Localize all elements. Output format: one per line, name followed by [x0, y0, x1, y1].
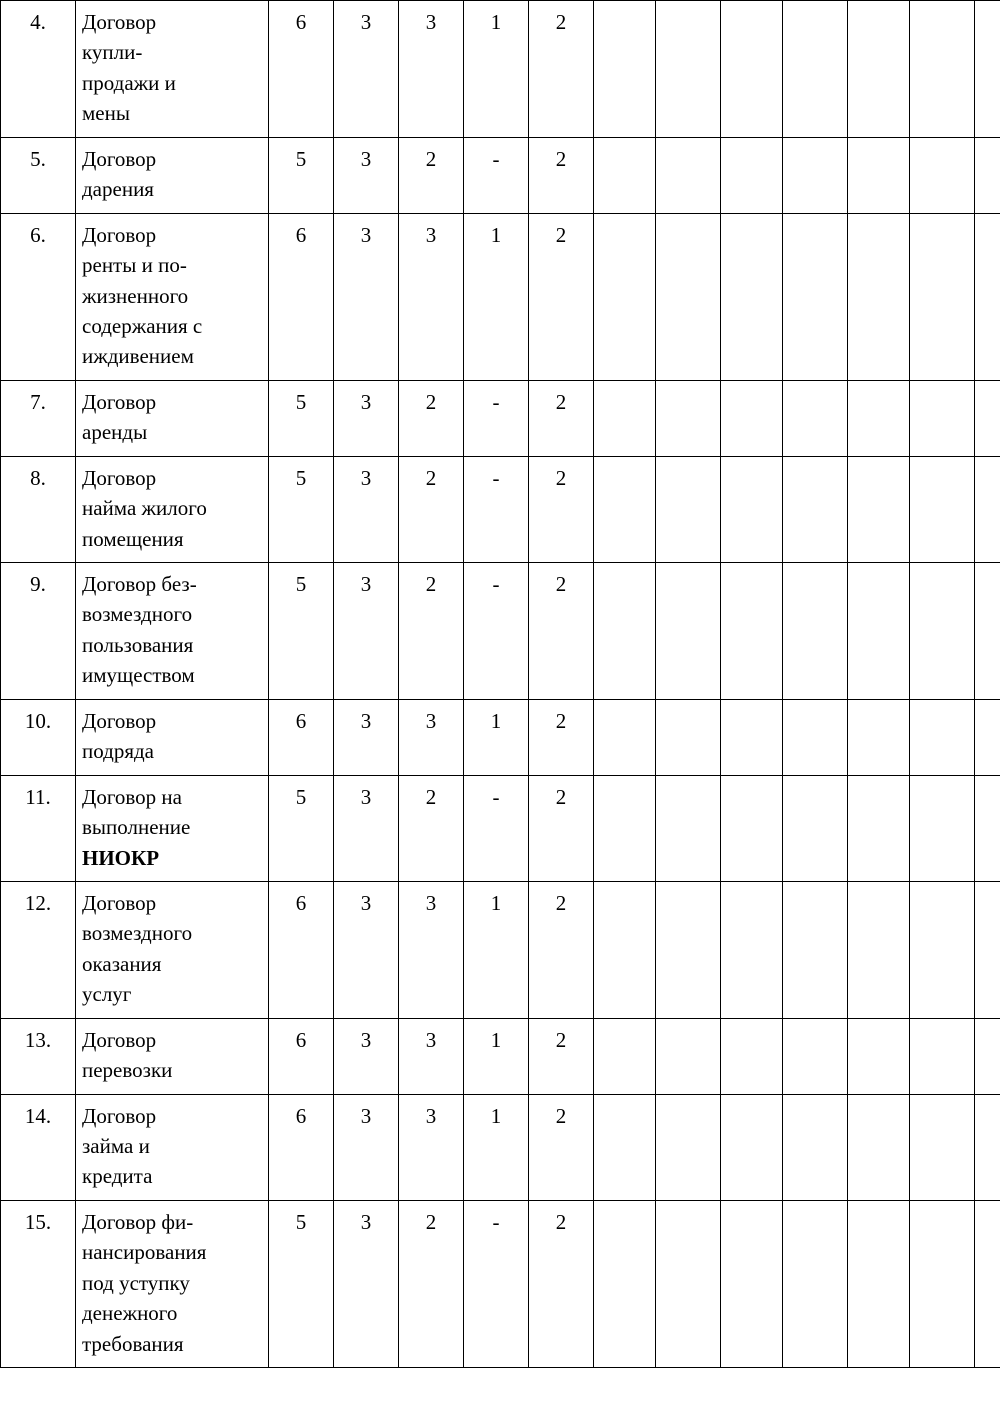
hours-value: 5	[269, 380, 334, 456]
contract-name-line: займа и	[82, 1134, 150, 1158]
hours-value: 2	[399, 775, 464, 881]
empty-cell	[721, 456, 783, 562]
hours-value: 5	[269, 1200, 334, 1367]
hours-value: 3	[334, 456, 399, 562]
contract-name	[76, 1094, 269, 1200]
hours-value: 3	[399, 699, 464, 775]
empty-cell	[594, 1200, 656, 1367]
empty-cell	[975, 1, 1000, 138]
hours-value: 3	[399, 881, 464, 1018]
empty-cell	[721, 137, 783, 213]
row-number: 10.	[1, 699, 76, 775]
hours-value: 3	[334, 775, 399, 881]
contract-name	[76, 456, 269, 562]
hours-value: 1	[464, 1094, 529, 1200]
empty-cell	[721, 775, 783, 881]
contract-name-line: возмездного	[82, 602, 193, 627]
empty-cell	[848, 380, 910, 456]
contract-name-line: оказания	[82, 951, 162, 976]
contract-name	[76, 137, 269, 213]
contract-name	[76, 775, 269, 881]
row-number: 12.	[1, 881, 76, 1018]
contract-name-line: Договор без-	[82, 572, 197, 596]
empty-cell	[848, 1018, 910, 1094]
hours-value: 3	[334, 881, 399, 1018]
empty-cell	[910, 137, 975, 213]
contract-name-line: услуг	[82, 982, 132, 1007]
hours-value: 2	[529, 456, 594, 562]
hours-value: 3	[334, 1018, 399, 1094]
row-number: 5.	[1, 137, 76, 213]
empty-cell	[848, 213, 910, 380]
contract-name-line: Договор	[82, 708, 157, 733]
hours-value: 5	[269, 137, 334, 213]
hours-value: -	[464, 380, 529, 456]
empty-cell	[975, 699, 1000, 775]
hours-value: 6	[269, 699, 334, 775]
hours-value: 2	[529, 1094, 594, 1200]
hours-value: -	[464, 456, 529, 562]
contract-name-line: нансирования	[82, 1240, 207, 1265]
empty-cell	[721, 1, 783, 138]
contract-name-line: дарения	[82, 177, 154, 202]
empty-cell	[910, 1094, 975, 1200]
table-row	[1, 456, 1000, 562]
empty-cell	[783, 775, 848, 881]
empty-cell	[656, 1018, 721, 1094]
empty-cell	[848, 456, 910, 562]
empty-cell	[975, 380, 1000, 456]
hours-value: -	[464, 775, 529, 881]
empty-cell	[594, 380, 656, 456]
contract-name-line: имуществом	[82, 663, 195, 688]
row-number: 14.	[1, 1094, 76, 1200]
empty-cell	[656, 380, 721, 456]
empty-cell	[656, 881, 721, 1018]
contract-name-line: Договор	[82, 890, 157, 915]
hours-value: 2	[399, 456, 464, 562]
empty-cell	[910, 456, 975, 562]
contract-name-line: перевозки	[82, 1058, 173, 1083]
hours-value: 6	[269, 213, 334, 380]
hours-value: 1	[464, 699, 529, 775]
hours-value: 3	[399, 1018, 464, 1094]
empty-cell	[848, 699, 910, 775]
empty-cell	[656, 699, 721, 775]
row-number: 7.	[1, 380, 76, 456]
empty-cell	[910, 213, 975, 380]
table-row	[1, 563, 1000, 700]
table-row	[1, 1018, 1000, 1094]
hours-value: 5	[269, 775, 334, 881]
contract-name	[76, 1200, 269, 1367]
hours-value: 2	[529, 1018, 594, 1094]
empty-cell	[975, 881, 1000, 1018]
contract-name	[76, 563, 269, 700]
hours-value: 2	[399, 380, 464, 456]
table-row	[1, 380, 1000, 456]
hours-value: 2	[529, 213, 594, 380]
empty-cell	[656, 213, 721, 380]
hours-value: 6	[269, 1, 334, 138]
empty-cell	[721, 213, 783, 380]
table-row	[1, 1094, 1000, 1200]
hours-value: -	[464, 1200, 529, 1367]
table-row	[1, 1, 1000, 138]
empty-cell	[656, 775, 721, 881]
contract-name-line: Договор	[82, 222, 157, 247]
contract-name	[76, 380, 269, 456]
contract-name-line: содержания с	[82, 313, 203, 338]
row-number: 13.	[1, 1018, 76, 1094]
contract-name	[76, 699, 269, 775]
hours-value: 1	[464, 213, 529, 380]
hours-value: -	[464, 563, 529, 700]
empty-cell	[656, 1, 721, 138]
table-row	[1, 775, 1000, 881]
table-row	[1, 137, 1000, 213]
contract-name	[76, 881, 269, 1018]
empty-cell	[910, 1200, 975, 1367]
table-row	[1, 1200, 1000, 1367]
hours-value: 2	[529, 699, 594, 775]
hours-value: 2	[529, 1200, 594, 1367]
empty-cell	[975, 1200, 1000, 1367]
empty-cell	[783, 881, 848, 1018]
hours-value: 6	[269, 1018, 334, 1094]
empty-cell	[910, 563, 975, 700]
empty-cell	[783, 699, 848, 775]
empty-cell	[910, 881, 975, 1018]
empty-cell	[910, 775, 975, 881]
empty-cell	[975, 137, 1000, 213]
contract-name-line: Договор	[82, 1103, 157, 1128]
hours-value: 2	[399, 1200, 464, 1367]
empty-cell	[783, 456, 848, 562]
contract-name	[76, 213, 269, 380]
empty-cell	[848, 1, 910, 138]
empty-cell	[848, 1094, 910, 1200]
empty-cell	[910, 380, 975, 456]
contract-name-line: выполнение	[82, 815, 191, 840]
empty-cell	[721, 881, 783, 1018]
contract-name-line: требования	[82, 1331, 184, 1356]
hours-value: 1	[464, 881, 529, 1018]
empty-cell	[975, 775, 1000, 881]
empty-cell	[721, 1094, 783, 1200]
row-number: 8.	[1, 456, 76, 562]
empty-cell	[848, 881, 910, 1018]
empty-cell	[975, 1018, 1000, 1094]
empty-cell	[783, 1200, 848, 1367]
contract-name-line: помещения	[82, 526, 184, 551]
hours-value: 3	[334, 1094, 399, 1200]
hours-value: 2	[399, 563, 464, 700]
hours-value: 2	[529, 881, 594, 1018]
hours-value: 3	[334, 380, 399, 456]
hours-value: 3	[399, 1, 464, 138]
contract-name-line: под уступку	[82, 1270, 190, 1295]
table-row	[1, 213, 1000, 380]
empty-cell	[910, 1, 975, 138]
empty-cell	[848, 563, 910, 700]
empty-cell	[594, 456, 656, 562]
empty-cell	[783, 137, 848, 213]
contract-name-line: Договор	[82, 1027, 157, 1052]
empty-cell	[975, 456, 1000, 562]
empty-cell	[594, 563, 656, 700]
hours-value: 6	[269, 881, 334, 1018]
empty-cell	[848, 1200, 910, 1367]
empty-cell	[783, 380, 848, 456]
hours-value: 1	[464, 1, 529, 138]
empty-cell	[848, 775, 910, 881]
contract-name-line: Договор	[82, 465, 157, 490]
empty-cell	[594, 881, 656, 1018]
contract-name-line: Договор	[82, 389, 157, 414]
contract-name-line: денежного	[82, 1301, 178, 1326]
empty-cell	[594, 699, 656, 775]
empty-cell	[656, 137, 721, 213]
empty-cell	[594, 775, 656, 881]
hours-value: 5	[269, 456, 334, 562]
contract-name	[76, 1, 269, 138]
table-row	[1, 881, 1000, 1018]
contract-name-line: Договор	[82, 10, 157, 34]
contract-name-line: подряда	[82, 739, 154, 764]
hours-value: -	[464, 137, 529, 213]
hours-value: 2	[529, 563, 594, 700]
contract-name	[76, 1018, 269, 1094]
empty-cell	[721, 563, 783, 700]
row-number: 6.	[1, 213, 76, 380]
row-number: 4.	[1, 1, 76, 138]
contract-name-line: Договор на	[82, 784, 182, 809]
contract-name-line: купли-	[82, 40, 143, 65]
empty-cell	[783, 1018, 848, 1094]
hours-value: 1	[464, 1018, 529, 1094]
empty-cell	[594, 213, 656, 380]
hours-value: 3	[334, 213, 399, 380]
empty-cell	[656, 1094, 721, 1200]
empty-cell	[721, 1200, 783, 1367]
empty-cell	[783, 563, 848, 700]
contract-name-line: ренты и по-	[82, 253, 187, 278]
empty-cell	[594, 1094, 656, 1200]
hours-value: 6	[269, 1094, 334, 1200]
contract-name-line: Договор фи-	[82, 1209, 194, 1234]
row-number: 9.	[1, 563, 76, 700]
hours-value: 2	[399, 137, 464, 213]
hours-value: 3	[399, 213, 464, 380]
empty-cell	[721, 1018, 783, 1094]
row-number: 15.	[1, 1200, 76, 1367]
empty-cell	[848, 137, 910, 213]
table-row	[1, 699, 1000, 775]
hours-value: 2	[529, 380, 594, 456]
hours-value: 3	[334, 1200, 399, 1367]
empty-cell	[783, 1094, 848, 1200]
contract-name-line: аренды	[82, 420, 148, 445]
empty-cell	[783, 213, 848, 380]
contract-name-line: продажи и	[82, 70, 176, 95]
empty-cell	[656, 563, 721, 700]
contract-name-line: НИОКР	[82, 845, 160, 870]
contract-name-line: мены	[82, 101, 130, 126]
hours-value: 2	[529, 775, 594, 881]
hours-value: 2	[529, 1, 594, 138]
empty-cell	[721, 699, 783, 775]
hours-value: 3	[334, 1, 399, 138]
empty-cell	[975, 213, 1000, 380]
empty-cell	[656, 456, 721, 562]
contract-name-line: кредита	[82, 1164, 153, 1189]
empty-cell	[594, 1, 656, 138]
empty-cell	[594, 137, 656, 213]
hours-value: 3	[334, 563, 399, 700]
empty-cell	[783, 1, 848, 138]
empty-cell	[656, 1200, 721, 1367]
contract-name-line: возмездного	[82, 921, 193, 946]
table-body	[1, 1, 1000, 1368]
hours-value: 3	[399, 1094, 464, 1200]
contract-name-line: пользования	[82, 632, 194, 657]
hours-value: 5	[269, 563, 334, 700]
hours-value: 3	[334, 137, 399, 213]
contract-name-line: найма жилого	[82, 496, 207, 521]
empty-cell	[975, 563, 1000, 700]
hours-value: 3	[334, 699, 399, 775]
empty-cell	[975, 1094, 1000, 1200]
contract-name-line: жизненного	[82, 283, 189, 308]
row-number: 11.	[1, 775, 76, 881]
hours-value: 2	[529, 137, 594, 213]
contract-name-line: иждивением	[82, 344, 194, 369]
contract-name-line: Договор	[82, 146, 157, 171]
empty-cell	[910, 1018, 975, 1094]
empty-cell	[910, 699, 975, 775]
empty-cell	[594, 1018, 656, 1094]
empty-cell	[721, 380, 783, 456]
